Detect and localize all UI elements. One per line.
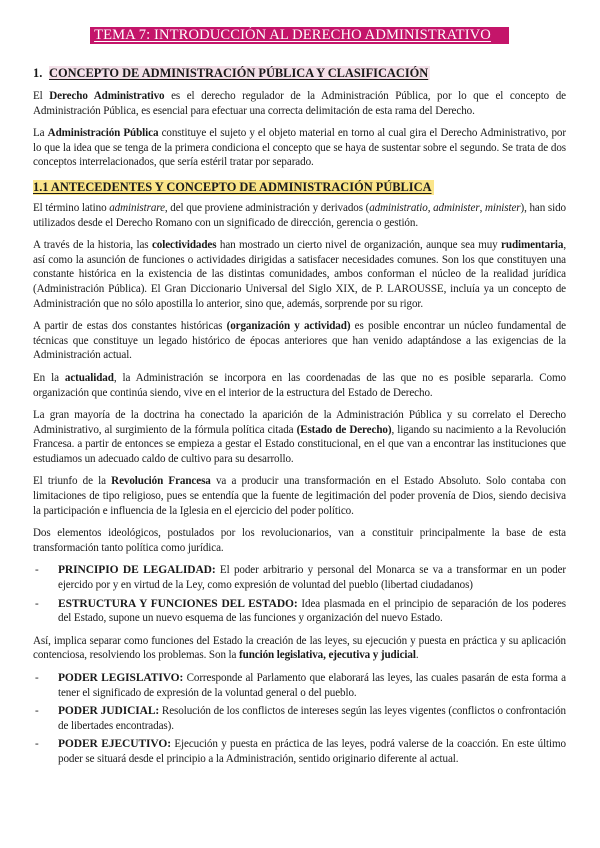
section-number: 1.: [33, 66, 43, 80]
text: es posible encontrar un núcleo fundamental de técnicas que constituye un legado histórico de épocas anteriores que han venido adaptándose a las exigencias de la Administración actual.: [33, 320, 567, 362]
bold-term: Derecho Administrativo: [49, 90, 165, 102]
dash-bullet: -: [35, 597, 39, 610]
italic-term: administer: [433, 201, 480, 214]
dash-bullet: -: [35, 672, 39, 684]
document-title: TEMA 7: INTRODUCCIÓN AL DERECHO ADMINISTRATIVO: [90, 27, 509, 44]
text: Así, implica separar como funciones del Estado la creación de las leyes, su ejecución y puesta en práctica y su aplicación contenciosa, resolviendo los problemas. Son la: [33, 634, 566, 662]
list-text: El poder arbitrario y personal del Monarca se va a transformar en un poder ejercido por y en virtud de la Ley, como expresión de voluntad del pueblo (libertad ciudadanos): [58, 564, 567, 592]
italic-term: administrare: [109, 201, 165, 214]
list-item: [33, 704, 566, 733]
document-page: [33, 26, 566, 775]
paragraph-10: [33, 634, 566, 663]
dash-bullet: -: [35, 705, 39, 718]
paragraph-4: [33, 238, 566, 311]
bold-term: (Estado de Derecho): [296, 423, 392, 436]
text: En la: [33, 371, 65, 384]
list-item: [33, 737, 566, 766]
bold-term: (organización y actividad): [226, 320, 351, 333]
list-principles: [33, 563, 566, 625]
paragraph-5: [33, 319, 566, 363]
bold-term: Administración Pública: [47, 127, 159, 140]
paragraph-9: Dos elementos ideológicos, postulados por los revolucionarios, van a constituir principalmente la base de esta transformación tanto política como jurídica.: [33, 527, 566, 554]
text: El: [33, 90, 50, 102]
paragraph-3: [33, 201, 566, 230]
bold-term: actualidad: [64, 371, 114, 384]
list-term: PODER JUDICIAL:: [58, 705, 160, 718]
text: constituye el sujeto y el objeto material en torno al cual gira el Derecho Administrativo, por lo que la idea que se tenga de la primera condiciona el concepto que se haya de sustentar sobre el segundo. Se trata de dos conceptos interrelacionados, que sería estéril tratar por separado.: [33, 127, 566, 169]
list-term: PODER LEGISLATIVO:: [58, 672, 184, 684]
text: ,: [427, 201, 434, 214]
list-text: Idea plasmada en el principio de separación de los poderes del Estado, supone un nuevo esquema de las funciones y organización del nuevo Estado.: [58, 597, 566, 625]
text: ), han sido utilizados desde el Derecho Romano con un significado de dirección, gerencia o gestión.: [33, 201, 566, 229]
paragraph-7: [33, 408, 566, 466]
text: La gran mayoría de la doctrina ha conectado la aparición de la Administración Pública y su correlato el Derecho Administrativo, al surgimiento de la fórmula política citada: [33, 409, 566, 436]
italic-term: administratio: [369, 201, 428, 214]
text: La: [33, 127, 48, 140]
text: han mostrado un cierto nivel de organización, aunque sea muy: [216, 239, 502, 252]
text: El término latino: [33, 201, 110, 214]
text: , ligando su nacimiento a la Revolución Francesa. a partir de entonces se empieza a gestar el Estado constitucional, en el que van a encontrar las instituciones que estudiamos un adecuado caldo de cultivo para su desarrollo.: [33, 423, 566, 465]
text: A partir de estas dos constantes históricas: [33, 320, 227, 333]
text: va a producir una transformación en el Estado Absoluto. Solo contaba con limitaciones de tipo religioso, pues se entendía que la fuente de legitimación del poder provenía de Dios, siendo decisiva la participación e influencia de la Iglesia en el ejercicio del poder político.: [33, 475, 566, 517]
text: , la Administración se incorpora en las coordenadas de las que no es posible separarla. Como organización que continúa siendo, vive en el interior de la estructura del Estado de Derecho.: [33, 371, 566, 399]
list-item: [33, 597, 566, 626]
list-item: [33, 671, 566, 700]
paragraph-6: [33, 371, 566, 400]
dash-bullet: -: [35, 564, 39, 577]
bold-term: Revolución Francesa: [111, 475, 211, 488]
title-wrap: [33, 26, 566, 44]
list-text: Ejecución y puesta en práctica de las leyes, podrá valerse de la coacción. En este último poder se situará desde el principio a la Administración, sentido originario diferente al actual.: [58, 738, 566, 765]
list-text: Resolución de los conflictos de intereses según las leyes vigentes (conflictos o confrontación de libertades encontradas).: [58, 705, 567, 732]
paragraph-1: [33, 89, 566, 118]
bold-term: colectividades: [151, 239, 217, 252]
text: El triunfo de la: [33, 475, 112, 488]
italic-term: minister: [484, 201, 521, 214]
bold-term: rudimentaria: [501, 239, 564, 252]
text: ,: [479, 201, 485, 214]
text: .: [415, 649, 419, 662]
list-term: PRINCIPIO DE LEGALIDAD:: [58, 564, 216, 577]
bold-term: función legislativa, ejecutiva y judicial: [239, 649, 416, 662]
section-heading-1: [33, 66, 566, 81]
subsection-heading: 1.1 ANTECEDENTES Y CONCEPTO DE ADMINISTRACIÓN PÚBLICA: [33, 179, 432, 194]
list-term: ESTRUCTURA Y FUNCIONES DEL ESTADO:: [58, 597, 298, 610]
list-text: Corresponde al Parlamento que elaborará las leyes, las cuales pasarán de esta forma a tener el significado de expresión de la voluntad general o del pueblo.: [58, 672, 566, 699]
text: , del que proviene administración y derivados (: [164, 201, 370, 214]
paragraph-2: [33, 126, 566, 170]
text: es el derecho regulador de la Administración Pública, por lo que el concepto de Administración Pública, es esencial para efectuar una correcta delimitación de esta rama del Derecho.: [33, 90, 566, 117]
text: , así como la asunción de funciones o actividades dirigidas a satisfacer necesidades comunes. Son los que constituyen una constante histórica en la existencia de las distintas comunidades, ambos conforman el núcleo de la realidad jurídica (Administración Pública). El Gran Diccionario Universal del Siglo XIX, de P. LAROUSSE, incluía ya un concepto de Administración que no sólo apostilla lo anterior, sino que, además, sorprende por su rigor.: [33, 239, 567, 310]
section-title: CONCEPTO DE ADMINISTRACIÓN PÚBLICA Y CLASIFICACIÓN: [49, 66, 429, 80]
list-item: [33, 563, 566, 592]
list-powers: [33, 671, 566, 767]
text: A través de la historia, las: [33, 239, 152, 252]
dash-bullet: -: [35, 738, 39, 751]
list-term: PODER EJECUTIVO:: [58, 738, 171, 751]
paragraph-8: [33, 474, 566, 518]
